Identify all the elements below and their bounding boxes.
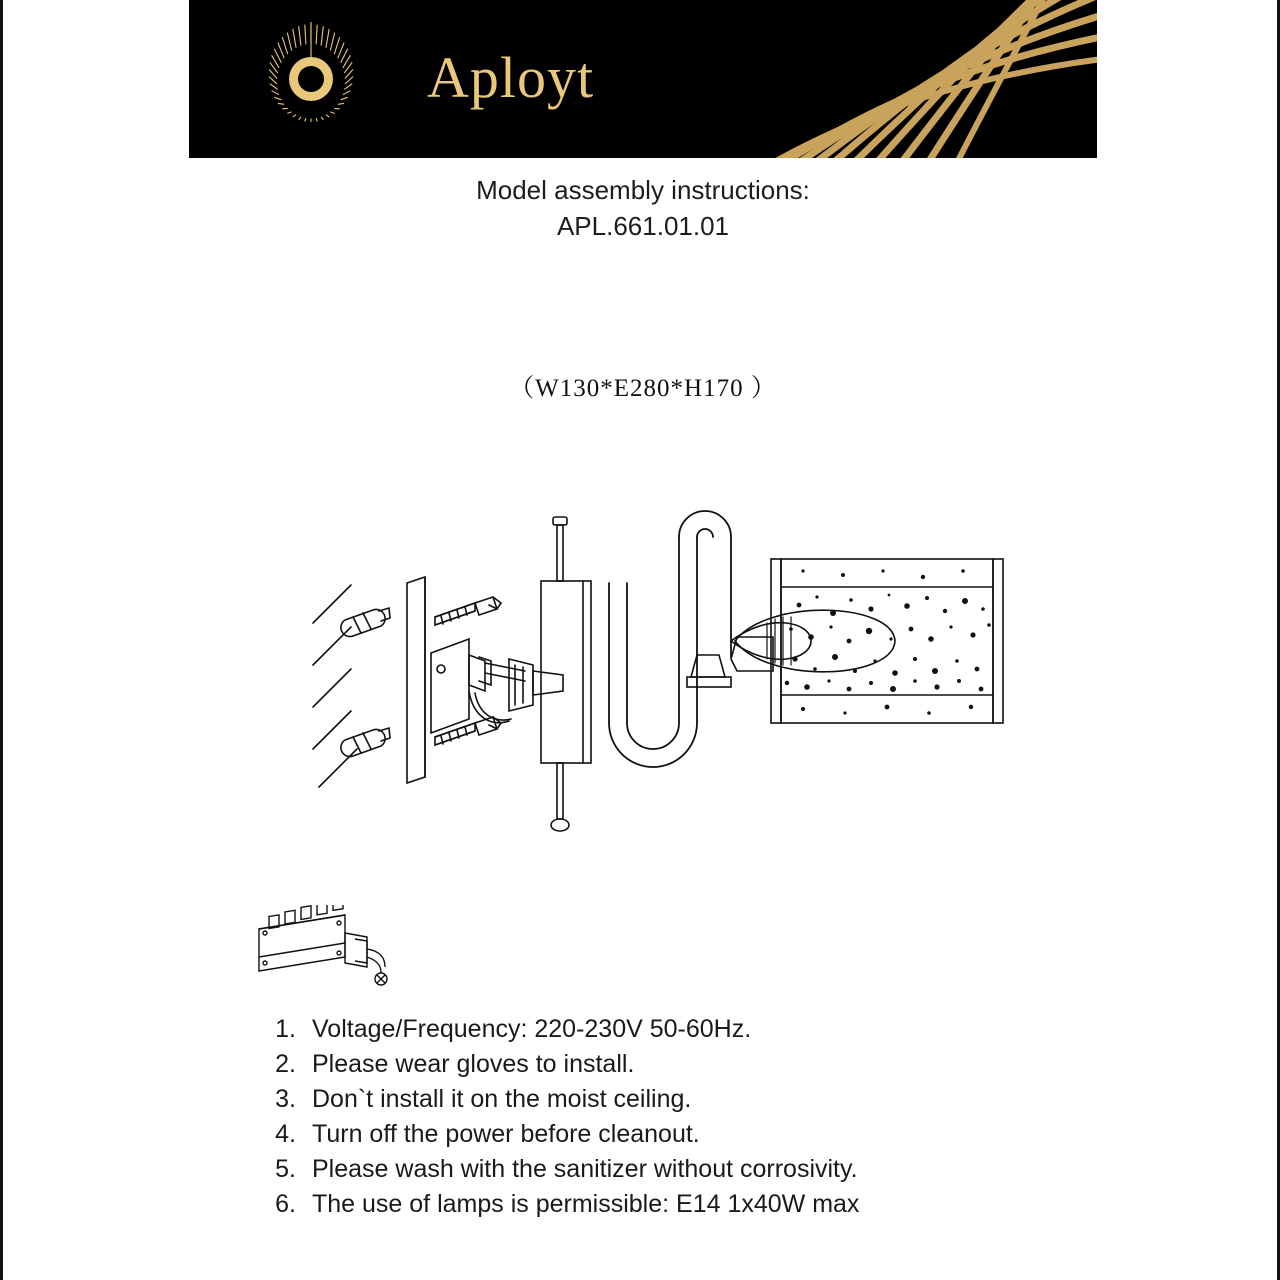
lamp-socket <box>687 655 731 687</box>
wall-plug-anchor-top <box>341 608 390 637</box>
list-item <box>258 1117 1118 1152</box>
list-item <box>258 1082 1118 1117</box>
list-item-text: Don`t install it on the moist ceiling. <box>312 1085 692 1113</box>
list-item-text: Please wear gloves to install. <box>312 1050 635 1078</box>
list-item-number: 3. <box>275 1085 296 1113</box>
top-bolt <box>553 517 567 581</box>
terminal-block-wiring-diagram <box>253 905 423 995</box>
curved-arm-tube <box>609 511 731 767</box>
list-item <box>258 1047 1118 1082</box>
bulb <box>731 610 895 672</box>
list-item-number: 5. <box>275 1155 296 1183</box>
title-line-2: APL.661.01.01 <box>556 211 730 241</box>
list-item-number: 4. <box>275 1120 296 1148</box>
title-line-1: Model assembly instructions: <box>476 175 810 205</box>
list-item-number: 1. <box>275 1015 296 1043</box>
list-item-number: 2. <box>275 1050 296 1078</box>
list-item <box>258 1012 1118 1047</box>
sunburst-icon <box>241 14 381 144</box>
fan-rays-icon <box>707 0 1097 158</box>
wiring-terminal-plate <box>431 639 563 733</box>
cylinder-body <box>541 581 591 763</box>
wall-plug-anchor-bottom <box>341 728 390 757</box>
mounting-bracket <box>407 577 425 783</box>
bottom-bolt <box>551 763 569 831</box>
list-item-text: Turn off the power before cleanout. <box>312 1120 700 1148</box>
shade-speckles <box>785 569 991 715</box>
screw-top <box>435 597 501 625</box>
assembly-diagram <box>283 505 1023 855</box>
page-title <box>3 172 1280 244</box>
speckled-glass-shade <box>771 559 1003 723</box>
list-item-text: Please wash with the sanitizer without corrosivity. <box>312 1155 858 1183</box>
list-item-number: 6. <box>275 1190 296 1218</box>
list-item <box>258 1152 1118 1187</box>
list-item <box>258 1187 1118 1222</box>
dimensions-label: （W130*E280*H170 ） <box>509 375 777 402</box>
brand-name: Aployt <box>427 45 595 110</box>
list-item-text: The use of lamps is permissible: E14 1x40W max <box>312 1190 860 1218</box>
instruction-list <box>258 1012 1118 1222</box>
header-banner <box>189 0 1097 158</box>
list-item-text: Voltage/Frequency: 220-230V 50-60Hz. <box>312 1015 752 1043</box>
